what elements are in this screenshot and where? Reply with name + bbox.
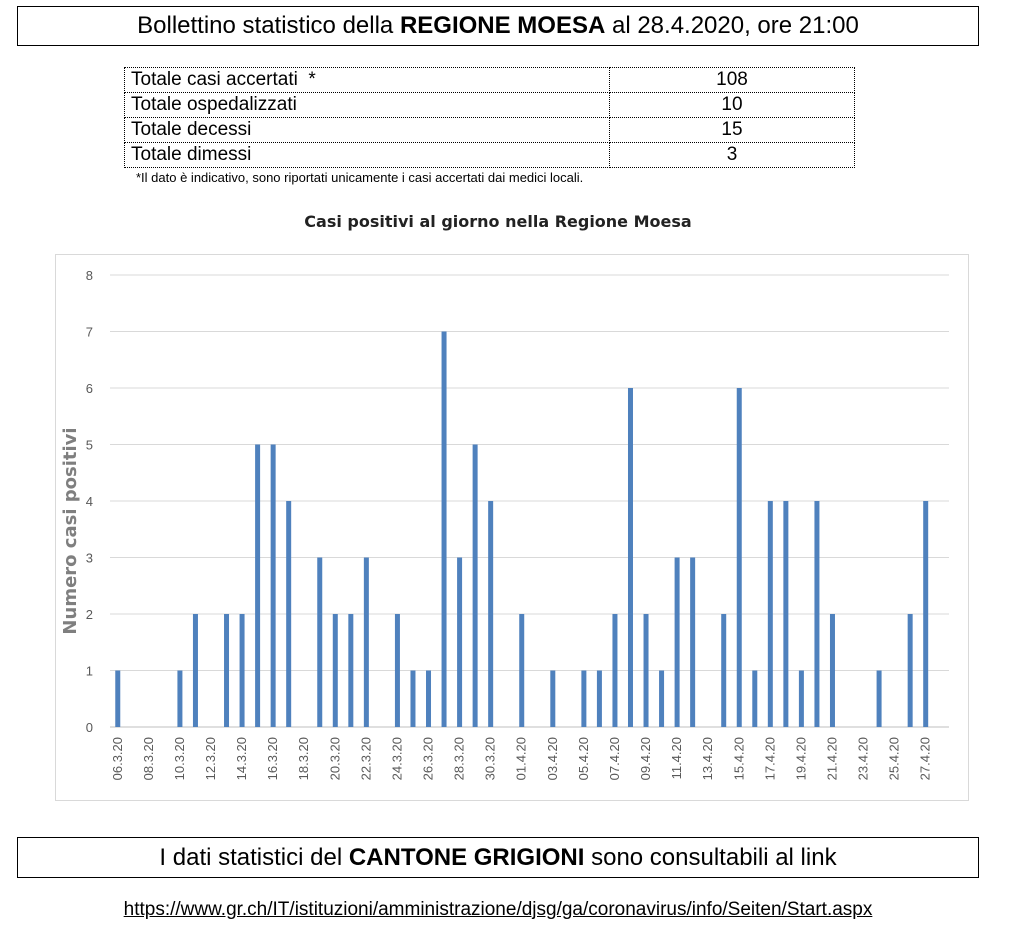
y-tick-label: 1 (85, 663, 93, 679)
x-tick-label: 03.4.20 (544, 737, 560, 781)
table-row (125, 118, 855, 143)
x-tick-label: 27.4.20 (917, 737, 933, 781)
y-tick-label: 2 (85, 607, 93, 622)
bar-14.3.20 (240, 614, 245, 727)
bar-09.4.20 (644, 614, 649, 727)
y-tick-label: 0 (85, 720, 93, 735)
bar-21.4.20 (830, 614, 835, 727)
y-tick-label: 8 (85, 268, 93, 283)
bar-11.3.20 (193, 614, 198, 727)
notice-canton: CANTONE GRIGIONI (348, 843, 585, 871)
bar-06.4.20 (597, 671, 602, 728)
bar-10.4.20 (659, 671, 664, 728)
bar-10.3.20 (177, 671, 182, 728)
bar-16.4.20 (752, 671, 757, 728)
bar-16.3.20 (271, 445, 276, 728)
y-tick-label: 6 (85, 381, 93, 396)
canton-stats-link[interactable]: https://www.gr.ch/IT/istituzioni/amministrazione/djsg/ga/coronavirus/info/Seiten/Start.aspx (123, 899, 873, 920)
summary-table (124, 67, 855, 168)
bar-15.4.20 (737, 388, 742, 727)
bar-03.4.20 (550, 671, 555, 728)
bar-17.4.20 (768, 501, 773, 727)
x-tick-label: 21.4.20 (824, 737, 840, 781)
bar-19.3.20 (317, 558, 322, 728)
x-tick-label: 13.4.20 (700, 737, 716, 781)
table-footnote: *Il dato è indicativo, sono riportati unicamente i casi accertati dai medici locali. (136, 170, 584, 185)
bar-21.3.20 (348, 614, 353, 727)
row-value: 3 (610, 143, 855, 168)
bar-14.4.20 (721, 614, 726, 727)
bar-30.3.20 (488, 501, 493, 727)
x-tick-label: 18.3.20 (296, 737, 312, 781)
x-tick-label: 09.4.20 (638, 737, 654, 781)
bar-24.4.20 (877, 671, 882, 728)
x-tick-label: 08.3.20 (140, 737, 156, 781)
x-tick-label: 07.4.20 (606, 737, 622, 781)
bar-05.4.20 (581, 671, 586, 728)
x-tick-label: 11.4.20 (669, 737, 685, 780)
bar-12.4.20 (690, 558, 695, 728)
x-tick-label: 06.3.20 (109, 737, 125, 781)
notice-prefix: I dati statistici del (159, 843, 349, 871)
row-label: Totale dimessi (125, 143, 610, 168)
bar-26.3.20 (426, 671, 431, 728)
x-tick-label: 30.3.20 (482, 737, 498, 781)
bar-13.3.20 (224, 614, 229, 727)
row-value: 15 (610, 118, 855, 143)
table-row (125, 93, 855, 118)
chart-title: Casi positivi al giorno nella Regione Moesa (304, 212, 692, 231)
notice-suffix: sono consultabili al link (584, 843, 837, 871)
x-tick-label: 05.4.20 (575, 737, 591, 781)
x-tick-label: 12.3.20 (202, 737, 218, 781)
bar-01.4.20 (519, 614, 524, 727)
x-tick-label: 25.4.20 (886, 737, 902, 781)
bar-06.3.20 (115, 671, 120, 728)
bar-26.4.20 (908, 614, 913, 727)
x-tick-label: 28.3.20 (451, 737, 467, 781)
bar-22.3.20 (364, 558, 369, 728)
row-label: Totale ospedalizzati (125, 93, 610, 118)
y-tick-label: 7 (85, 324, 93, 340)
bar-chart (56, 255, 970, 802)
x-tick-label: 10.3.20 (171, 737, 187, 781)
x-tick-label: 22.3.20 (358, 737, 374, 781)
title-region: REGIONE MOESA (399, 12, 606, 39)
row-label: Totale casi accertati * (125, 68, 610, 93)
table-row (125, 143, 855, 168)
bar-17.3.20 (286, 501, 291, 727)
x-tick-label: 15.4.20 (731, 737, 747, 781)
bar-08.4.20 (628, 388, 633, 727)
title-prefix: Bollettino statistico della (137, 12, 400, 39)
bar-24.3.20 (395, 614, 400, 727)
bar-20.4.20 (814, 501, 819, 727)
bar-18.4.20 (783, 501, 788, 727)
bar-07.4.20 (612, 614, 617, 727)
bar-27.3.20 (442, 332, 447, 728)
x-tick-label: 17.4.20 (762, 737, 778, 781)
y-axis-label: Numero casi positivi (60, 427, 81, 635)
row-label: Totale decessi (125, 118, 610, 143)
bulletin-title (17, 6, 979, 46)
row-value: 108 (610, 68, 855, 93)
x-tick-label: 14.3.20 (234, 737, 250, 781)
x-tick-label: 23.4.20 (855, 737, 871, 781)
x-tick-label: 19.4.20 (793, 737, 809, 781)
y-tick-label: 5 (85, 437, 93, 453)
row-value: 10 (610, 93, 855, 118)
x-tick-label: 16.3.20 (265, 737, 281, 781)
bar-11.4.20 (675, 558, 680, 728)
bar-27.4.20 (923, 501, 928, 727)
y-tick-label: 3 (85, 550, 93, 566)
x-tick-label: 20.3.20 (327, 737, 343, 781)
title-suffix: al 28.4.2020, ore 21:00 (605, 12, 859, 39)
canton-notice (17, 837, 979, 878)
x-tick-label: 01.4.20 (513, 737, 529, 781)
y-tick-label: 4 (85, 494, 93, 509)
bar-15.3.20 (255, 445, 260, 728)
bar-25.3.20 (410, 671, 415, 728)
bar-20.3.20 (333, 614, 338, 727)
bar-28.3.20 (457, 558, 462, 728)
chart-area (55, 254, 969, 801)
bar-19.4.20 (799, 671, 804, 728)
x-tick-label: 26.3.20 (420, 737, 436, 781)
table-row (125, 68, 855, 93)
bar-29.3.20 (473, 445, 478, 728)
x-tick-label: 24.3.20 (389, 737, 405, 781)
